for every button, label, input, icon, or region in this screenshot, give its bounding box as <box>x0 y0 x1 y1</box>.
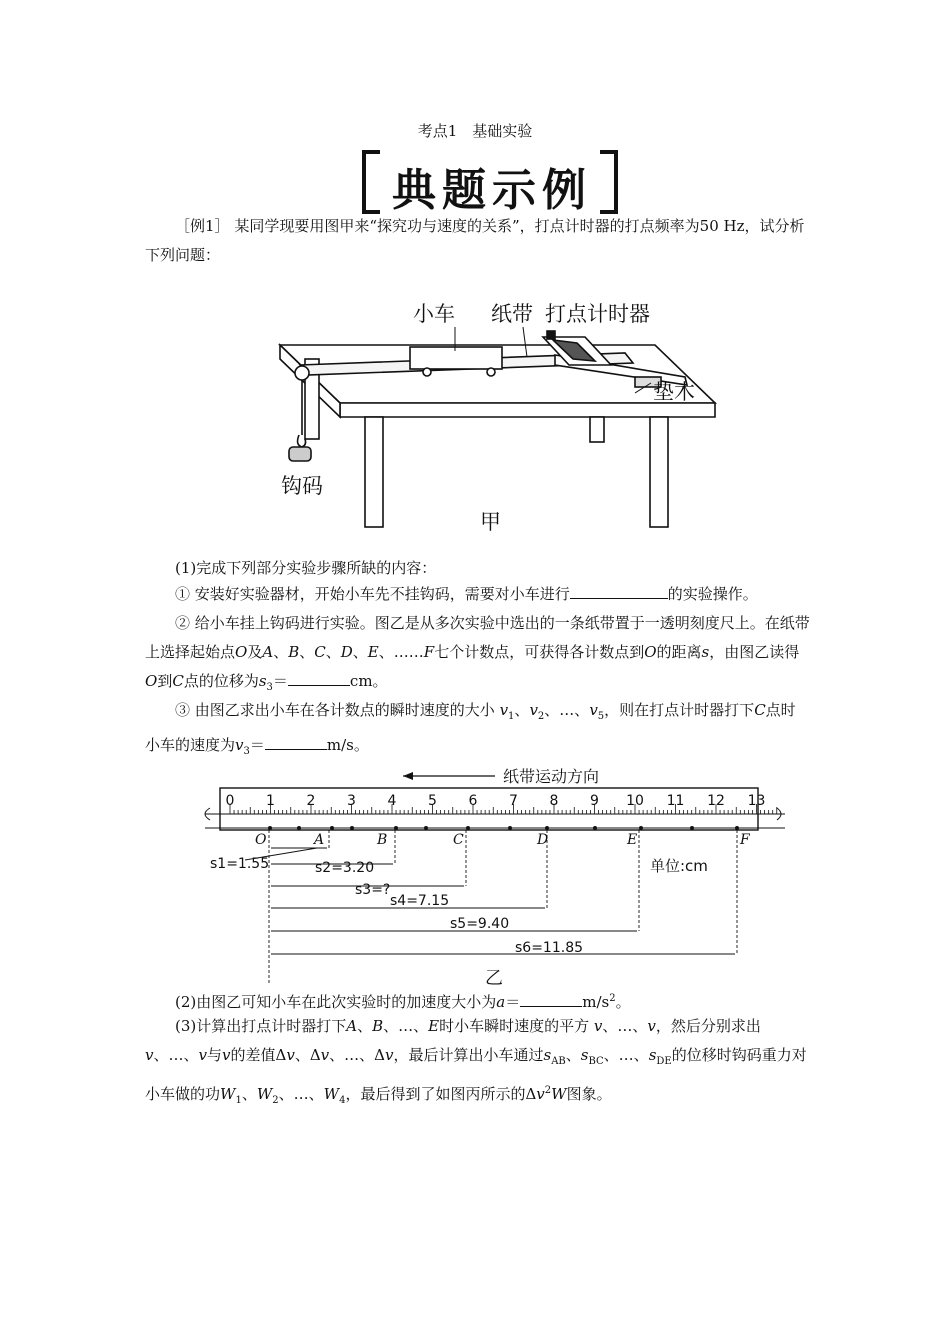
q1-step1 <box>145 580 810 609</box>
pulley <box>295 366 309 380</box>
tape-dot <box>545 826 549 830</box>
point-label-E: E <box>627 832 638 848</box>
q3-text-4: 与 <box>206 1046 222 1064</box>
figure-jia <box>255 275 735 545</box>
q2-end: 。 <box>615 993 631 1011</box>
s6-label: s6=11.85 <box>515 940 584 956</box>
label-car: 小车 <box>413 302 455 326</box>
label-block: 垫木 <box>653 380 695 404</box>
ruler-tick-label: 3 <box>347 793 356 809</box>
tape-dot <box>394 826 398 830</box>
tabletop-edge <box>340 403 715 417</box>
tape-dot <box>508 826 512 830</box>
ruler-tick-label: 8 <box>549 793 559 809</box>
table-leg <box>590 417 604 442</box>
q1-step3: ③ 由图乙求出小车在各计数点的瞬时速度的大小 $v_1$、$v_2$、…、$v_5$，则在打点计时器打下C点时小车的速度为$v_3= m/s$。 <box>145 701 796 757</box>
tape-dot <box>466 826 470 830</box>
tape-dot <box>639 826 643 830</box>
q1-step2: ② 给小车挂上钩码进行实验。图乙是从多次实验中选出的一条纸带置于一透明刻度尺上。在纸带上选择起始点O及A、B、C、D、E、……F七个计数点，可获得各计数点到O的距离s，由图乙读得O到C点的位移为$s_3=$ cm。 <box>145 614 810 693</box>
timer-terminal <box>547 331 555 339</box>
step3-text-2: ，则在打点计时器打下 <box>604 701 755 719</box>
step2-text-2: 七个计数点，可获得各计数点到 <box>434 643 645 661</box>
point-label-B: B <box>377 832 388 848</box>
banner-title: 典题示例 <box>392 165 592 216</box>
step2-text-4: ，由图乙读得 <box>709 643 800 661</box>
cart-wheel <box>487 368 495 376</box>
point-O: O <box>235 643 248 661</box>
caption-yi: 乙 <box>485 968 503 989</box>
table-leg <box>365 417 383 527</box>
step2-and: 及 <box>247 643 263 661</box>
s5-label: s5=9.40 <box>450 916 510 932</box>
point-label-D: D <box>537 832 549 848</box>
s3-label: s3=? <box>355 882 391 898</box>
ruler-tick-label: 12 <box>707 793 725 809</box>
q1-intro: (1)完成下列部分实验步骤所缺的内容： <box>175 559 437 577</box>
tape-dot <box>424 826 428 830</box>
q3-text-1: (3)计算出打点计时器打下 <box>175 1017 347 1035</box>
example-tag: ［例1］ <box>175 217 230 235</box>
step2-text: ② 给小车挂上钩码进行实验。图乙是从多次实验中选出的一条纸带置于一透明刻度尺上。在纸带上选择起始点 <box>145 614 810 661</box>
ruler-tick-label: 0 <box>225 793 235 809</box>
s4-label: s4=7.15 <box>390 893 450 909</box>
step2-unit: cm。 <box>349 672 388 690</box>
q2-unit: m/s <box>582 993 610 1011</box>
step3-unit: m/s。 <box>326 736 369 754</box>
direction-label: 纸带运动方向 <box>503 767 600 786</box>
answer-blank-4[interactable] <box>520 990 582 1007</box>
s2-label: s2=3.20 <box>315 860 375 876</box>
tape-dot <box>690 826 694 830</box>
step2-text-5: 点的位移为 <box>183 672 259 690</box>
arrow-head <box>403 772 413 780</box>
point-label-C: C <box>453 832 464 848</box>
ruler-tick-label: 7 <box>509 793 518 809</box>
ruler-tick-label: 5 <box>428 793 437 809</box>
tape-dot <box>297 826 301 830</box>
q2-text: (2)由图乙可知小车在此次实验时的加速度大小为 <box>175 993 497 1011</box>
step3-text-3: 点时小车的速度为 <box>145 701 796 754</box>
step2-to: 到 <box>157 672 173 690</box>
banner <box>360 150 620 216</box>
left-bracket <box>362 150 380 214</box>
cart-wheel <box>423 368 431 376</box>
q3-text-2: 时小车瞬时速度的平方 <box>439 1017 590 1035</box>
tape-dot <box>268 826 272 830</box>
label-weight: 钩码 <box>281 474 323 498</box>
point-label-O: O <box>255 832 267 848</box>
q3-text-6: ，最后计算出小车通过 <box>393 1046 544 1064</box>
ruler-tick-label: 11 <box>666 793 685 809</box>
cart <box>410 347 502 369</box>
q3-text-3: ，然后分别求出 <box>655 1017 761 1035</box>
label-tape: 纸带 <box>491 302 533 326</box>
q3-text-5: 的差值Δ <box>230 1046 287 1064</box>
q3-text-9: 图象。 <box>566 1085 612 1103</box>
answer-blank-2[interactable] <box>288 669 350 686</box>
point-label-F: F <box>740 832 750 848</box>
ruler-tick-label: 1 <box>266 793 275 809</box>
ruler-tick-label: 10 <box>626 793 644 809</box>
ruler-tick-label: 4 <box>387 793 397 809</box>
weight <box>289 447 311 461</box>
example-text: 某同学现要用图甲来“探究功与速度的关系”，打点计时器的打点频率为50 Hz，试分析下列问题： <box>145 217 805 264</box>
step2-text-3: 的距离 <box>656 643 702 661</box>
q3-text-7: 的位移时钩码重力对小车做的功 <box>145 1046 807 1103</box>
q3: (3)计算出打点计时器打下A、B、…、E时小车瞬时速度的平方 v、…、v，然后分别求出v、…、v与v的差值Δv、Δv、…、Δv，最后计算出小车通过$s_{AB}$、$s_{BC}$、…、$s_{DE}$的位移时钩码重力对小车做的功$W_1$、$W_2$、…、$W_4$，最后得到了如图丙所示的$\Delta v^2W$图象。 <box>145 1017 807 1106</box>
point-label-A: A <box>314 832 325 848</box>
tape-dot <box>350 826 354 830</box>
ruler-tick-label: 2 <box>306 793 316 809</box>
ruler-tick-label: 9 <box>590 793 599 809</box>
answer-blank-3[interactable] <box>265 733 327 750</box>
step1-text-end: 的实验操作。 <box>667 585 758 603</box>
example-1-intro <box>145 212 810 270</box>
tape-dot <box>593 826 597 830</box>
q3-text-8: ，最后得到了如图丙所示的Δ <box>345 1085 537 1103</box>
figure-yi <box>195 756 795 989</box>
q2: (2)由图乙可知小车在此次实验时的加速度大小为$a= m/s^2$。 <box>145 984 810 1017</box>
step1-text: ① 安装好实验器材，开始小车先不挂钩码，需要对小车进行 <box>175 585 570 603</box>
label-timer: 打点计时器 <box>545 302 650 326</box>
answer-blank-1[interactable] <box>570 582 668 599</box>
tape-dot <box>330 826 334 830</box>
step3-text: ③ 由图乙求出小车在各计数点的瞬时速度的大小 <box>175 701 495 719</box>
caption-jia: 甲 <box>480 510 501 534</box>
ruler-tick-label: 6 <box>468 793 478 809</box>
points-list: A <box>262 643 274 661</box>
section-subtitle: 考点1 基础实验 <box>417 122 533 140</box>
tape-dot <box>735 826 739 830</box>
ruler-tick-label: 13 <box>747 793 766 809</box>
right-bracket <box>600 150 618 214</box>
unit-label: 单位:cm <box>650 857 708 875</box>
table-leg <box>650 417 668 527</box>
s1-label: s1=1.55 <box>210 856 270 872</box>
